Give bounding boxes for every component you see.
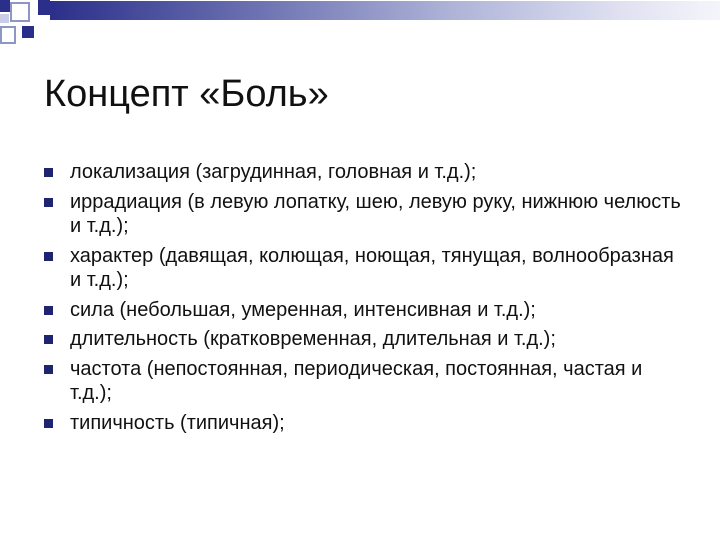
square-bullet-icon	[44, 419, 53, 428]
list-item-text: характер (давящая, колющая, ноющая, тянущая, волнообразная и т.д.);	[70, 244, 674, 291]
list-item	[44, 327, 684, 352]
square-bullet-icon	[44, 306, 53, 315]
list-item-text: локализация (загрудинная, головная и т.д.);	[70, 161, 477, 183]
list-item-text: иррадиация (в левую лопатку, шею, левую руку, нижнюю челюсть и т.д.);	[70, 190, 681, 237]
square-bullet-icon	[44, 198, 53, 207]
list-item	[44, 244, 684, 293]
list-item	[44, 160, 684, 185]
header-gradient-strip	[50, 1, 720, 20]
decor-square-icon	[22, 26, 34, 38]
list-item-text: частота (непостоянная, периодическая, постоянная, частая и т.д.);	[70, 357, 643, 404]
square-bullet-icon	[44, 168, 53, 177]
list-item	[44, 298, 684, 323]
decor-square-outline-icon	[10, 2, 30, 22]
list-item-text: длительность (кратковременная, длительная и т.д.);	[70, 328, 556, 350]
square-bullet-icon	[44, 252, 53, 261]
list-item-text: типичность (типичная);	[70, 411, 285, 434]
square-bullet-icon	[44, 335, 53, 344]
list-item	[44, 190, 684, 239]
decor-square-icon	[38, 0, 50, 15]
slide-title: Концепт «Боль»	[44, 73, 329, 115]
decor-square-icon	[0, 14, 9, 23]
list-item-text: сила (небольшая, умеренная, интенсивная и т.д.);	[70, 298, 536, 321]
decor-square-outline-icon	[0, 26, 16, 44]
bullet-list	[44, 160, 684, 440]
list-item	[44, 411, 684, 436]
header-decoration	[0, 0, 720, 48]
list-item	[44, 357, 684, 406]
decor-square-icon	[0, 0, 10, 12]
square-bullet-icon	[44, 365, 53, 374]
